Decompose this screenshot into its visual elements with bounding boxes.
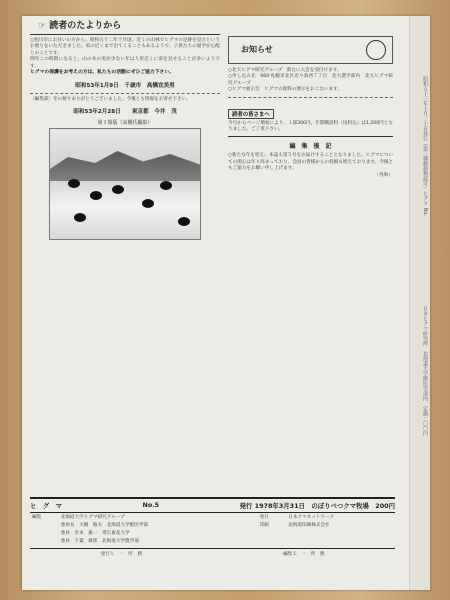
side-margin [409, 16, 430, 590]
editor-label: 編集 [32, 515, 42, 520]
letter-paragraph: ○旭川市にお住いの方から、昭和五十二年十月頃、近くの山林でヒグマの足跡を見たというお便りをいただきました。家の近くまで出てくることもあるようで、子供たちの通学が心配とのことです。 [30, 38, 220, 56]
notice-column [228, 36, 393, 179]
bear-photo [49, 128, 201, 240]
editor-person: 編集人 一 所 務 [283, 552, 325, 557]
readers-body: 今号からページ増加により、１部300円、年間購読料（送料込）は1,200円となりました。ご了承下さい。 [228, 120, 393, 133]
bear-figure [142, 199, 154, 208]
colophon-title-bar [30, 497, 395, 513]
side-meta-bottom: 日本ヒグマ研究所 北海道大学獣医学部内 定価二〇〇円 [422, 306, 428, 436]
member-name: 委員長 大槻 敏夫 北海道大学獣医学部 [60, 523, 149, 528]
bear-figure [112, 185, 124, 194]
letter-paragraph: 例年この時期になると、山の木の実が少ない年は人里近くに姿を見せることが多いようです。 [30, 57, 220, 69]
spacer [30, 537, 59, 545]
publisher-person: 発行人 一 所 務 [100, 552, 142, 557]
editorial-title: 編 集 後 記 [289, 143, 332, 151]
issue-number: No.5 [142, 501, 160, 509]
notice-item: ○申し込み先 060 札幌市北区北９条西７丁目 北大農学部内 北大ヒグマ研究グループ [228, 74, 393, 86]
spacer [257, 529, 286, 537]
spacer [286, 529, 395, 537]
editorial-signature: （各和） [374, 172, 393, 178]
journal-title: ヒ グ マ [30, 502, 62, 510]
seal-icon [366, 40, 386, 60]
side-meta-top: 昭和五十三年十月二十日発行（第三種郵便物認可）ヒグマ No. [422, 76, 428, 216]
editor-name: 北海道大学ヒグマ研究グループ [60, 515, 125, 520]
spacer [257, 537, 286, 545]
member-name: 委員 宮本 雄一 帯広畜産大学 [60, 531, 130, 536]
notice-item: ○北大ヒグマ研究グループ 新たに入会を受付けます。 [228, 68, 342, 73]
bear-figure [178, 217, 190, 226]
member-name: 委員 千葉 敏郎 北海道大学農学部 [60, 539, 139, 544]
divider [228, 97, 393, 98]
spacer [30, 521, 59, 529]
notice-item: ○ヒグマ展示会 ヒグマの資料の展示をおこないます。 [228, 87, 342, 93]
bear-figure [90, 191, 102, 200]
colophon-row [30, 521, 395, 529]
readers-heading: 読者の皆さまへ [228, 109, 274, 119]
colophon-row [30, 537, 395, 545]
publisher-label: 発行 [259, 515, 269, 520]
colophon-table [30, 513, 395, 545]
spacer [286, 537, 395, 545]
divider [30, 34, 220, 35]
bear-figure [160, 181, 172, 190]
bear-figure [68, 179, 80, 188]
letter-date: 昭和53年1月9日 千歳市 高橋宜美男 [75, 82, 175, 89]
notice-header: お知らせ [241, 45, 273, 54]
photo-caption: 第１報版（高橋氏撮影） [97, 119, 153, 126]
letter-emphasis: ヒグマの保護をお考えの方は、私たちの活動にぜひご協力下さい。 [30, 70, 174, 76]
printer-label: 印刷 [259, 523, 269, 528]
editorial-body: ○新たな年を迎え、本誌も第５号をお届けすることとなりました。ヒグマについての関心は年々高まっており、会員の皆様からの投稿も増えております。今後ともご協力をお願い申し上げます。 [228, 153, 394, 172]
letters-column [30, 18, 220, 240]
photo-ridge [50, 151, 200, 181]
letter-date: 昭和53年2月28日 東京都 今井 茂 [73, 108, 177, 115]
letter-paragraph: 〔編集部〕冬の便りありがとうございました。今後とも情報をお寄せ下さい。 [30, 96, 191, 102]
colophon-row [30, 529, 395, 537]
printer-name: 北海道印刷株式会社 [288, 523, 330, 528]
divider [30, 93, 220, 94]
colophon-row [30, 513, 395, 521]
bear-figure [74, 213, 86, 222]
notice-header-box [228, 36, 393, 64]
divider [228, 136, 393, 137]
publisher-name: 日本クマネットワーク [288, 515, 335, 520]
letters-title: ☞ 読者のたよりから [38, 21, 122, 31]
colophon-bottom [30, 548, 395, 557]
issue-info: 発行 1978年3月31日 のぼりべつクマ牧場 200円 [239, 502, 395, 510]
colophon [30, 497, 395, 557]
spacer [30, 529, 59, 537]
